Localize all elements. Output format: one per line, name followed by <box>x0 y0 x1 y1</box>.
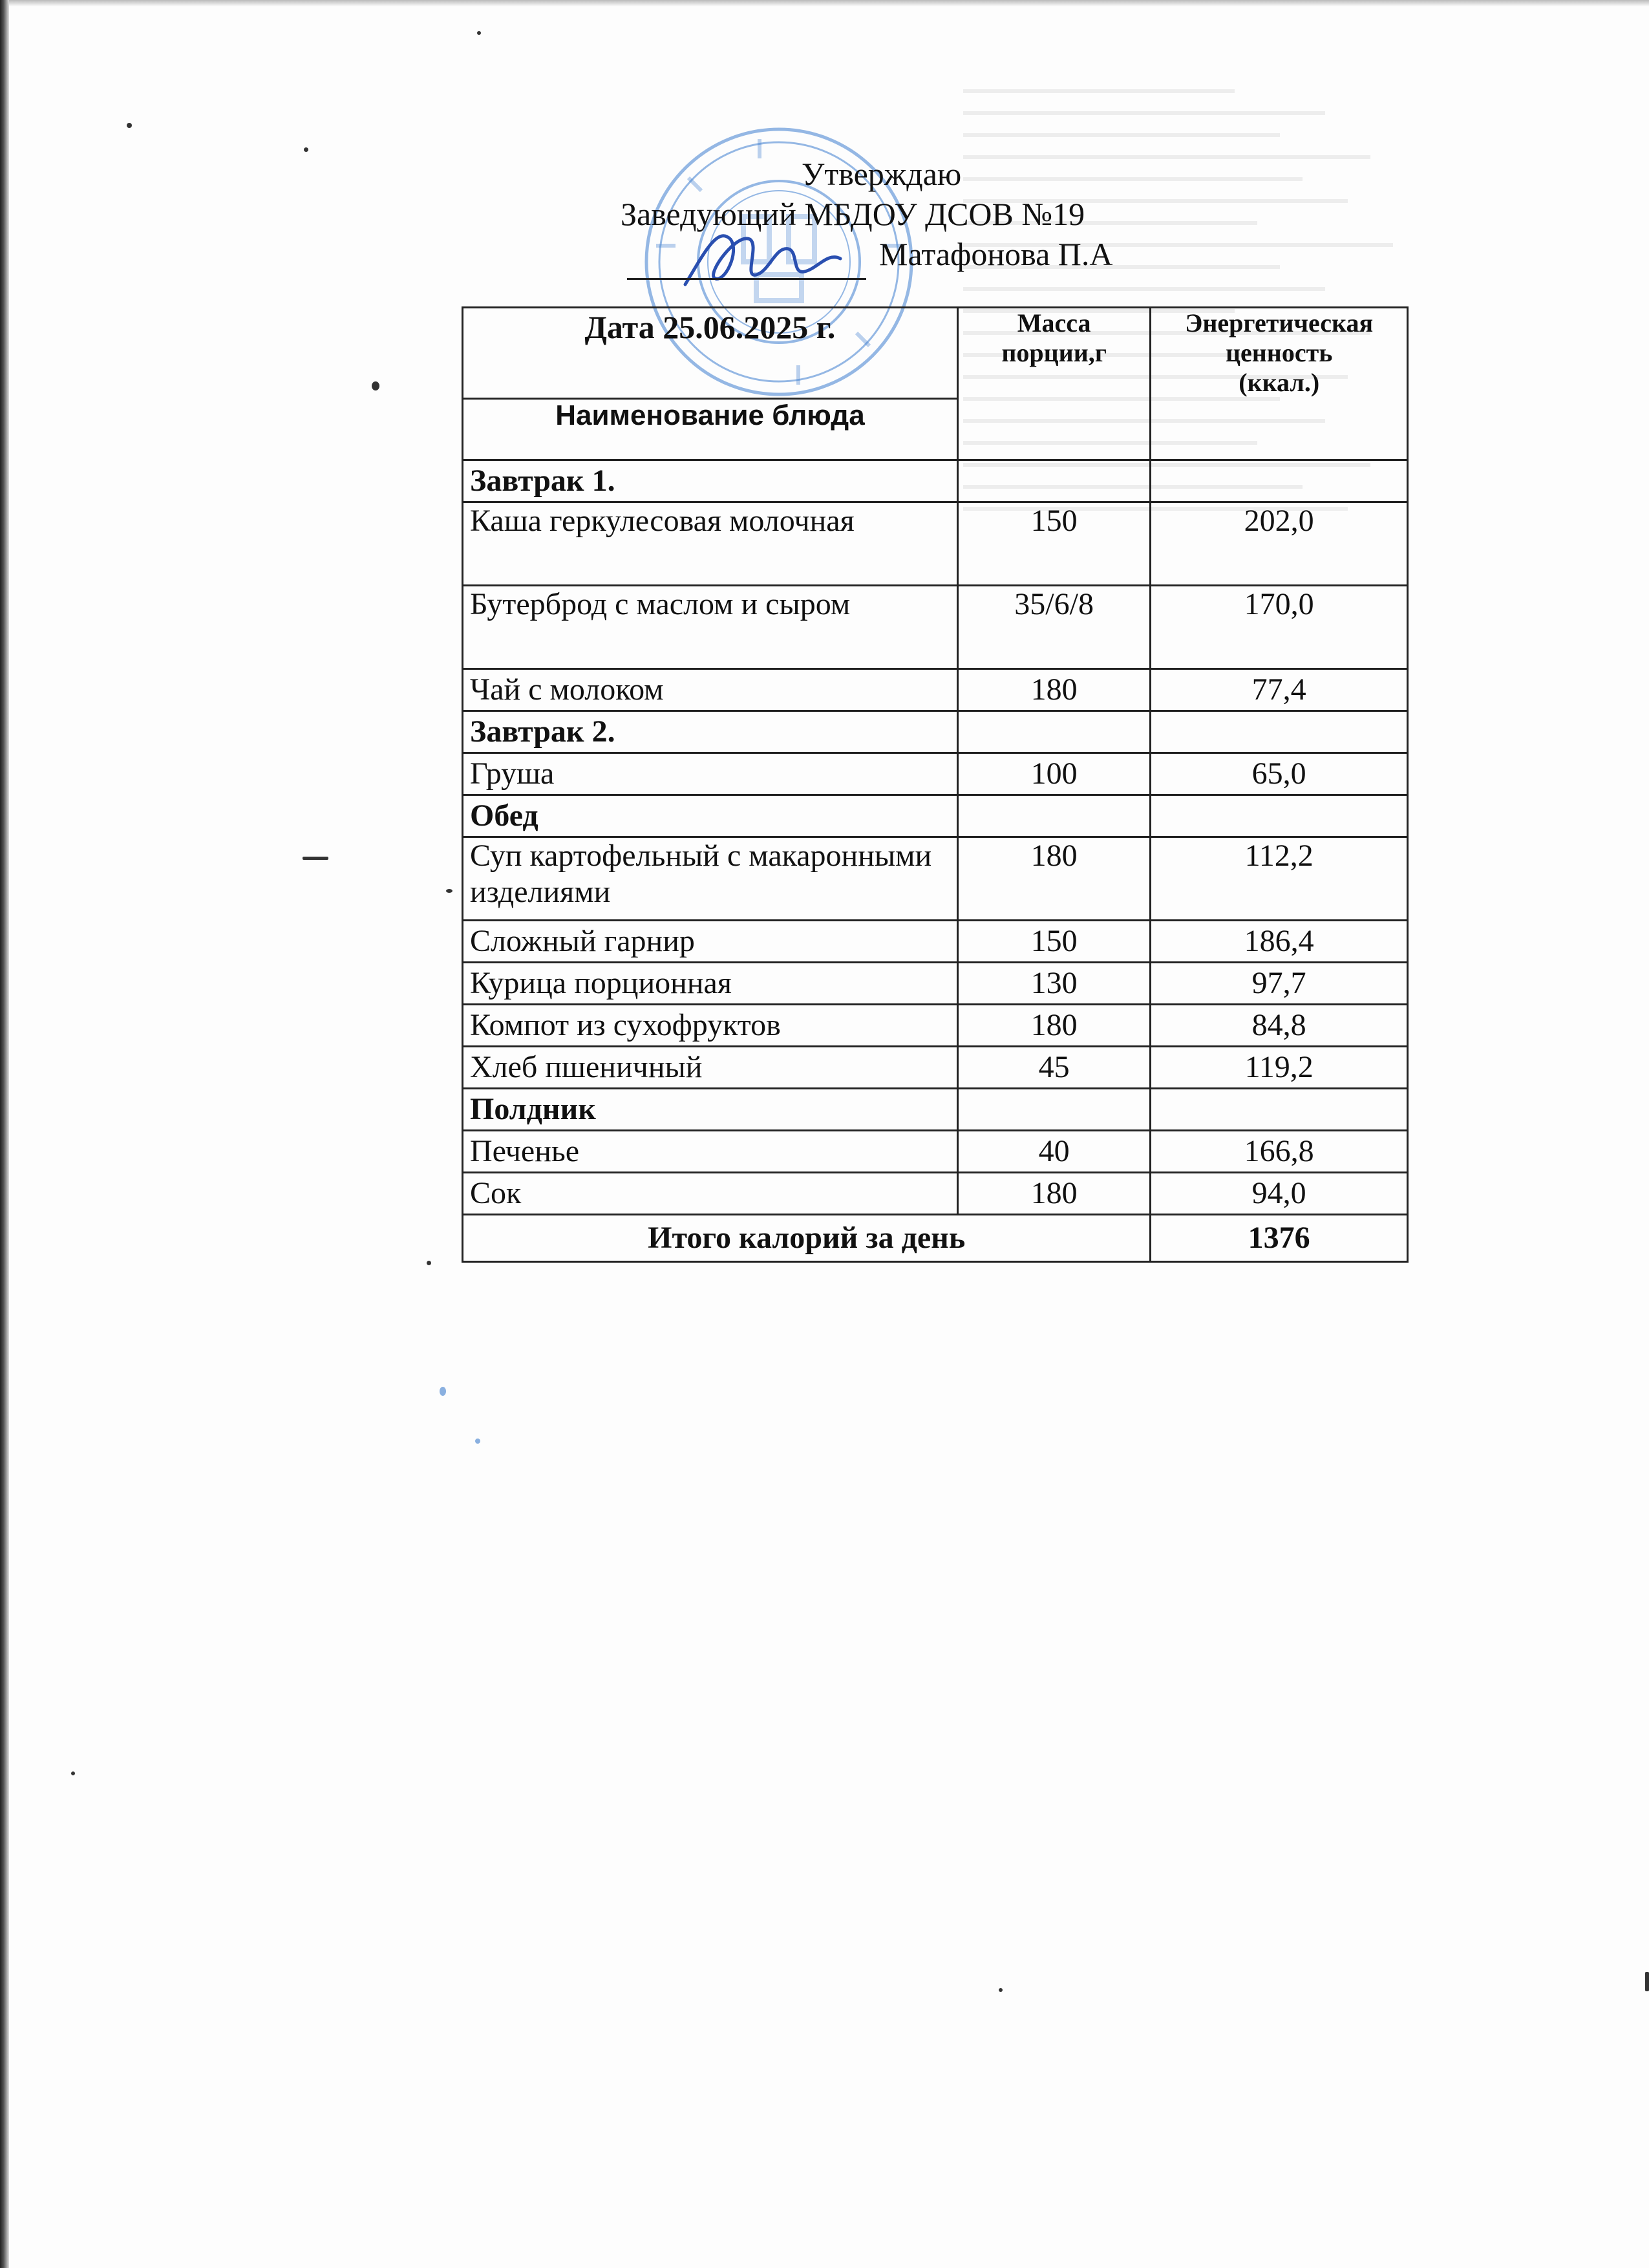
empty-cell <box>1151 1089 1408 1131</box>
meal-section: Завтрак 1. <box>463 460 958 502</box>
dust-speck <box>446 889 452 893</box>
dish-name-header: Наименование блюда <box>463 399 958 460</box>
dish-mass: 180 <box>957 1005 1150 1047</box>
table-row <box>463 460 1408 502</box>
total-label: Итого калорий за день <box>463 1215 1151 1262</box>
dust-speck <box>999 1988 1003 1992</box>
table-row <box>463 837 1408 921</box>
dish-mass: 130 <box>957 963 1150 1005</box>
table-row <box>463 711 1408 753</box>
scan-top-shadow <box>0 0 1649 6</box>
mass-header-line: порции,г <box>1001 338 1107 367</box>
dish-name: Суп картофельный с макаронными изделиями <box>463 837 958 921</box>
dish-mass: 45 <box>957 1047 1150 1089</box>
approval-name: Матафонова П.А <box>879 236 1113 272</box>
dish-name: Груша <box>463 753 958 795</box>
dish-energy: 84,8 <box>1151 1005 1408 1047</box>
dish-name: Чай с молоком <box>463 669 958 711</box>
table-row <box>463 795 1408 837</box>
energy-header-line: ценность <box>1225 338 1333 367</box>
dust-speck <box>477 31 481 35</box>
dish-mass: 150 <box>957 502 1150 586</box>
empty-cell <box>957 795 1150 837</box>
table-row <box>463 753 1408 795</box>
dish-energy: 97,7 <box>1151 963 1408 1005</box>
table-row <box>463 1089 1408 1131</box>
dish-energy: 65,0 <box>1151 753 1408 795</box>
mass-header <box>957 308 1150 460</box>
dust-speck <box>372 381 379 390</box>
dust-speck <box>71 1771 75 1775</box>
dish-energy: 202,0 <box>1151 502 1408 586</box>
dust-speck <box>440 1387 446 1396</box>
table-row <box>463 669 1408 711</box>
meal-section: Полдник <box>463 1089 958 1131</box>
table-row <box>463 1047 1408 1089</box>
dish-energy: 170,0 <box>1151 586 1408 669</box>
empty-cell <box>1151 711 1408 753</box>
dish-name: Печенье <box>463 1131 958 1173</box>
dish-energy: 166,8 <box>1151 1131 1408 1173</box>
table-row <box>463 1131 1408 1173</box>
mass-header-line: Масса <box>1017 308 1091 337</box>
dish-name: Сложный гарнир <box>463 921 958 963</box>
dish-energy: 94,0 <box>1151 1173 1408 1215</box>
energy-header-line: (ккал.) <box>1239 368 1320 397</box>
dust-speck <box>127 123 132 128</box>
dish-energy: 112,2 <box>1151 837 1408 921</box>
dish-mass: 180 <box>957 837 1150 921</box>
table-row <box>463 1005 1408 1047</box>
approval-title: Утверждаю <box>802 156 962 192</box>
dish-mass: 150 <box>957 921 1150 963</box>
signature-line <box>627 278 866 280</box>
empty-cell <box>957 711 1150 753</box>
dish-mass: 100 <box>957 753 1150 795</box>
dust-speck <box>1645 1972 1649 1991</box>
dust-speck <box>303 857 328 860</box>
approval-position: Заведующий МБДОУ ДСОВ №19 <box>621 196 1085 232</box>
table-row <box>463 921 1408 963</box>
energy-header <box>1151 308 1408 460</box>
table-row <box>463 586 1408 669</box>
total-row <box>463 1215 1408 1262</box>
dish-mass: 180 <box>957 669 1150 711</box>
dust-speck <box>475 1439 480 1444</box>
menu-table <box>462 306 1409 1263</box>
empty-cell <box>1151 460 1408 502</box>
scan-left-edge <box>0 0 9 2268</box>
meal-section: Завтрак 2. <box>463 711 958 753</box>
dish-name: Компот из сухофруктов <box>463 1005 958 1047</box>
energy-header-line: Энергетическая <box>1185 308 1374 337</box>
dish-energy: 77,4 <box>1151 669 1408 711</box>
dish-mass: 180 <box>957 1173 1150 1215</box>
dish-name: Сок <box>463 1173 958 1215</box>
dish-energy: 186,4 <box>1151 921 1408 963</box>
table-row <box>463 963 1408 1005</box>
date-header: Дата 25.06.2025 г. <box>463 308 958 399</box>
dust-speck <box>304 147 308 152</box>
dish-energy: 119,2 <box>1151 1047 1408 1089</box>
dish-name: Бутерброд с маслом и сыром <box>463 586 958 669</box>
empty-cell <box>957 460 1150 502</box>
empty-cell <box>957 1089 1150 1131</box>
dish-name: Хлеб пшеничный <box>463 1047 958 1089</box>
meal-section: Обед <box>463 795 958 837</box>
table-row <box>463 1173 1408 1215</box>
empty-cell <box>1151 795 1408 837</box>
table-row <box>463 502 1408 586</box>
total-value: 1376 <box>1151 1215 1408 1262</box>
dish-name: Курица порционная <box>463 963 958 1005</box>
dish-mass: 40 <box>957 1131 1150 1173</box>
dust-speck <box>427 1261 431 1265</box>
dish-mass: 35/6/8 <box>957 586 1150 669</box>
dish-name: Каша геркулесовая молочная <box>463 502 958 586</box>
